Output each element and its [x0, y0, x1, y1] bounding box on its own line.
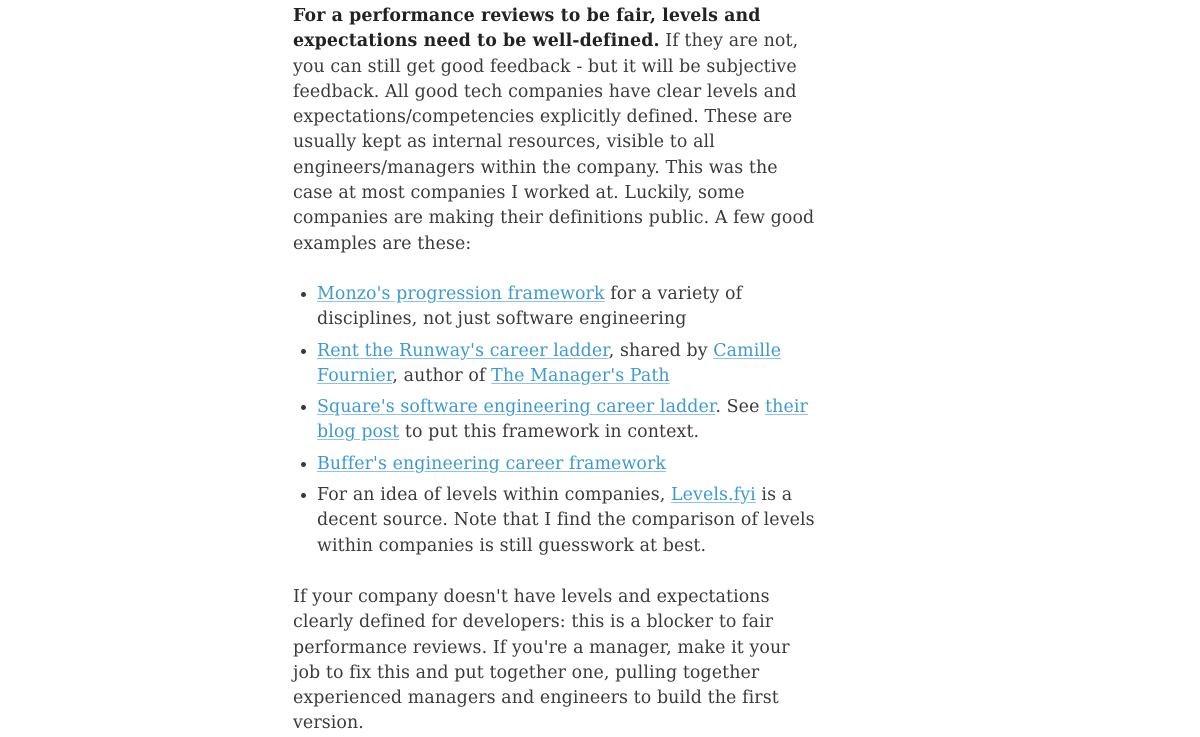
closing-paragraph: If your company doesn't have levels and expectations clearly defined for developers: this is a blocker to fair performance reviews. If you're a manager, make it your job to fix this and put together one, pulling together experienced managers and engineers to build the first version. — [293, 586, 790, 734]
list-item-text: for a variety of disciplines, not just software engineering — [317, 283, 743, 330]
intro-text: If they are not, you can still get good feedback - but it will be subjective feedback. All good tech companies have clear levels and expectations/competencies explicitly defined. These are usually kept as internal resources, visible to all engineers/managers within the company. This was the case at most companies I worked at. Luckily, some companies are making their definitions public. A few good examples are these: — [293, 31, 815, 254]
square-blog-post-link[interactable]: their blog post — [317, 397, 808, 443]
rent-the-runway-ladder-link[interactable]: Rent the Runway's career ladder — [317, 340, 609, 361]
monzo-framework-link[interactable]: Monzo's progression framework — [317, 283, 605, 304]
camille-fournier-link[interactable]: Camille Fournier — [317, 340, 782, 386]
list-item — [317, 282, 815, 333]
list-item-text: to put this framework in context. — [399, 422, 700, 443]
list-item-text: is a decent source. Note that I find the comparison of levels within companies is still guesswork at best. — [317, 485, 815, 556]
list-item-text: . See — [715, 397, 766, 418]
list-item-text: , author of — [392, 365, 492, 386]
list-item-text: , shared by — [608, 340, 714, 361]
list-item-text: For an idea of levels within companies, — [317, 485, 671, 506]
managers-path-link[interactable]: The Manager's Path — [491, 365, 670, 386]
intro-bold-statement: For a performance reviews to be fair, levels and expectations need to be well-defined. — [293, 6, 761, 52]
article-body — [293, 4, 815, 737]
intro-paragraph — [293, 4, 815, 257]
examples-list — [293, 282, 815, 559]
buffer-framework-link[interactable]: Buffer's engineering career framework — [317, 453, 667, 474]
list-item — [317, 395, 815, 446]
levels-fyi-link[interactable]: Levels.fyi — [671, 485, 756, 506]
square-career-ladder-link[interactable]: Square's software engineering career ladder — [317, 397, 716, 418]
list-item — [317, 483, 815, 559]
list-item — [317, 339, 815, 390]
list-item — [317, 452, 815, 477]
